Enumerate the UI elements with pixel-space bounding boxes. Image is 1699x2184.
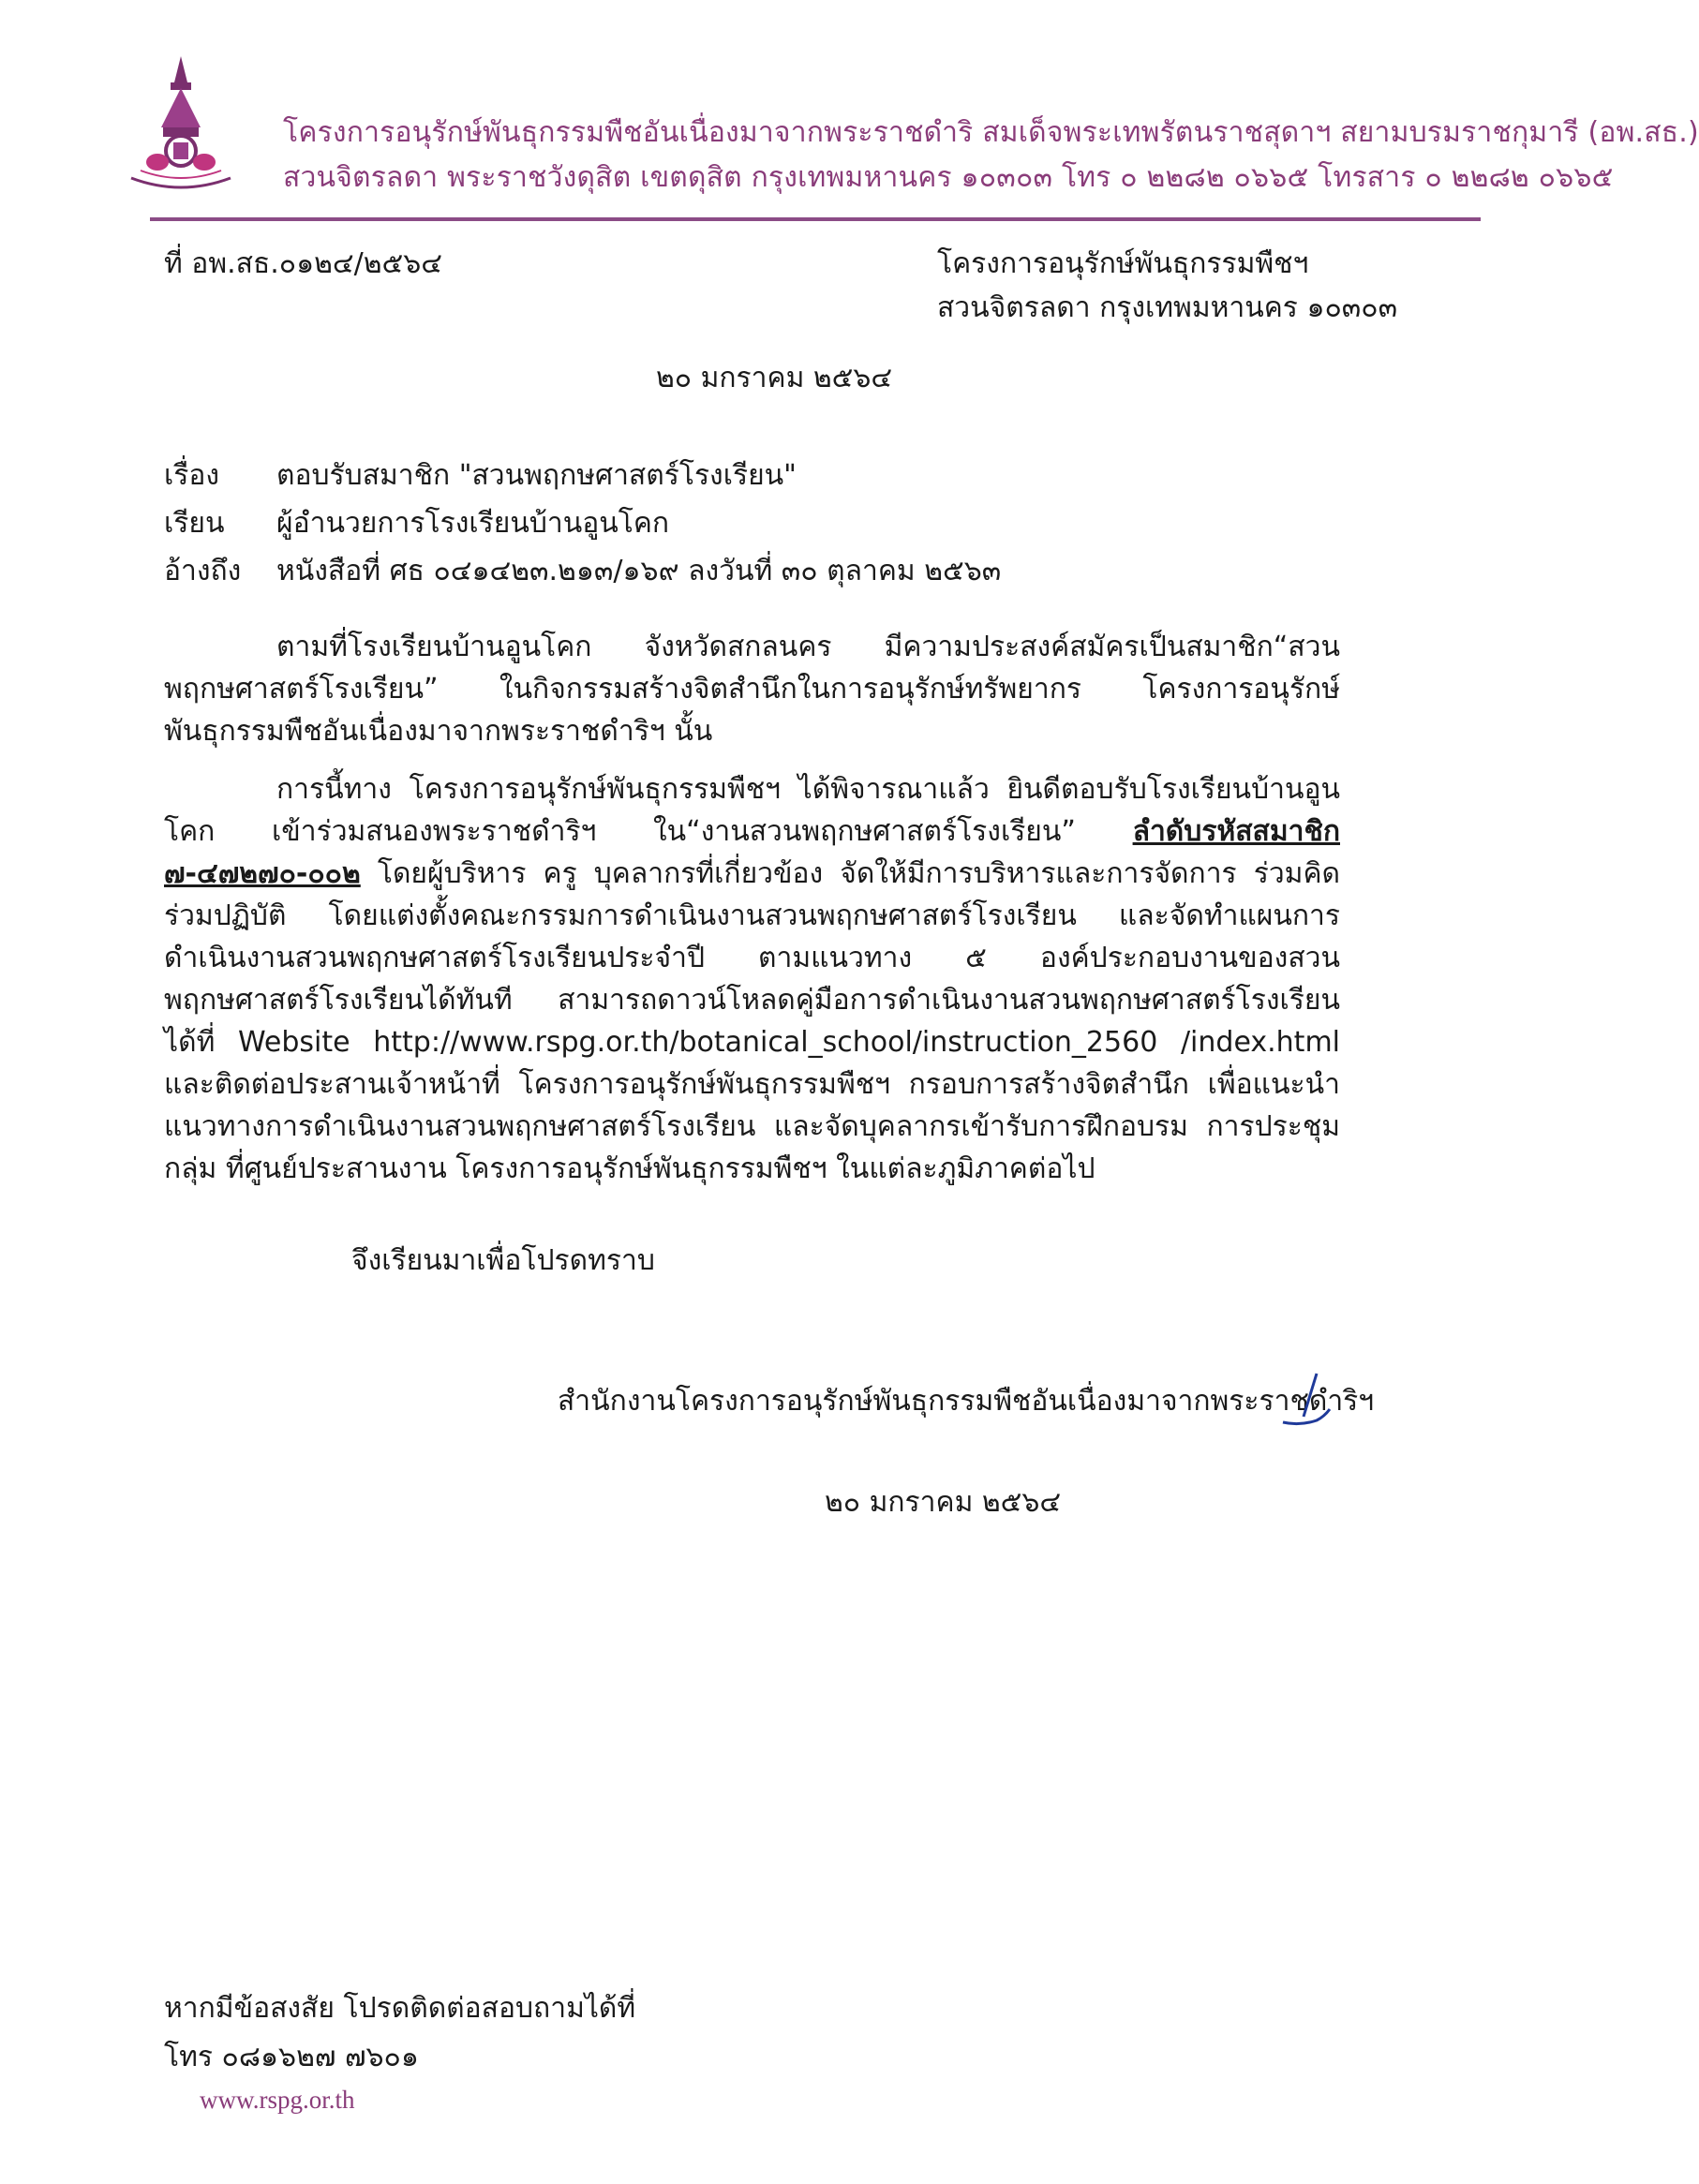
signer-office: สำนักงานโครงการอนุรักษ์พันธุกรรมพืชอันเนื่องมาจากพระราชดำริฯ bbox=[558, 1385, 1375, 1418]
body-paragraph-2 bbox=[164, 768, 1340, 1190]
reference-label: อ้างถึง bbox=[164, 555, 242, 587]
signature-mark bbox=[1279, 1370, 1335, 1439]
org-logo bbox=[120, 54, 242, 195]
to-text: ผู้อำนวยการโรงเรียนบ้านอูนโคก bbox=[276, 507, 670, 540]
contact-phone: โทร ๐๘๑๖๒๗ ๗๖๐๑ bbox=[164, 2041, 419, 2073]
member-code: ลำดับรหัสสมาชิก ๗-๔๗๒๗๐-๐๐๒ bbox=[164, 815, 1340, 890]
sender-org: โครงการอนุรักษ์พันธุกรรมพืชฯ bbox=[937, 247, 1309, 280]
signature-icon bbox=[1279, 1370, 1335, 1435]
reference-text: หนังสือที่ ศธ ๐๔๑๔๒๓.๒๑๓/๑๖๙ ลงวันที่ ๓๐ ตุลาคม ๒๕๖๓ bbox=[276, 555, 1002, 587]
header-divider bbox=[150, 217, 1481, 221]
header-address-line: สวนจิตรลดา พระราชวังดุสิต เขตดุสิต กรุงเทพมหานคร ๑๐๓๐๓ โทร ๐ ๒๒๘๒ ๐๖๖๕ โทรสาร ๐ ๒๒๘๒ ๐๖๖๕ bbox=[283, 161, 1614, 194]
to-label: เรียน bbox=[164, 507, 225, 540]
subject-label: เรื่อง bbox=[164, 459, 220, 492]
contact-note: หากมีข้อสงสัย โปรดติดต่อสอบถามได้ที่ bbox=[164, 1992, 636, 2025]
emblem-icon bbox=[120, 54, 242, 195]
sender-address: สวนจิตรลดา กรุงเทพมหานคร ๑๐๓๐๓ bbox=[937, 291, 1398, 324]
signature-date: ๒๐ มกราคม ๒๕๖๔ bbox=[825, 1486, 1062, 1519]
website-link[interactable]: www.rspg.or.th bbox=[200, 2086, 355, 2114]
body-paragraph-1: ตามที่โรงเรียนบ้านอูนโคก จังหวัดสกลนคร มีความประสงค์สมัครเป็นสมาชิก“สวนพฤกษศาสตร์โรงเรียน” ในกิจกรรมสร้างจิตสำนึกในการอนุรักษ์ทรัพยากร โครงการอนุรักษ์พันธุกรรมพืชอันเนื่องมาจากพระราชดำริฯ นั้น bbox=[164, 631, 1340, 748]
paragraph-2-intro: การนี้ทาง โครงการอนุรักษ์พันธุกรรมพืชฯ ได้พิจารณาแล้ว ยินดีตอบรับโรงเรียนบ้านอูนโคก เข้าร่วมสนองพระราชดำริฯ ใน“งานสวนพฤกษศาสตร์โรงเรียน” bbox=[164, 773, 1340, 848]
reference-number: ที่ อพ.สธ.๐๑๒๔/๒๕๖๔ bbox=[164, 247, 442, 280]
paragraph-2-body: โดยผู้บริหาร ครู บุคลากรที่เกี่ยวข้อง จัดให้มีการบริหารและการจัดการ ร่วมคิด ร่วมปฏิบัติ โดยแต่งตั้งคณะกรรมการดำเนินงานสวนพฤกษศาสตร์โรงเรียน และจัดทำแผนการดำเนินงานสวนพฤกษศาสตร์โรงเรียนประจำปี ตามแนวทาง ๕ องค์ประกอบงานของสวนพฤกษศาสตร์โรงเรียนได้ทันที สามารถดาวน์โหลดคู่มือการดำเนินงานสวนพฤกษศาสตร์โรงเรียนได้ที่ Website http://www.rspg.or.th/botanical_school/instruction_2560 /index.html และติดต่อประสานเจ้าหน้าที่ โครงการอนุรักษ์พันธุกรรมพืชฯ กรอบการสร้างจิตสำนึก เพื่อแนะนำแนวทางการดำเนินงานสวนพฤกษศาสตร์โรงเรียน และจัดบุคลากรเข้ารับการฝึกอบรม การประชุมกลุ่ม ที่ศูนย์ประสานงาน โครงการอนุรักษ์พันธุกรรมพืชฯ ในแต่ละภูมิภาคต่อไป bbox=[164, 857, 1340, 1185]
letter-date: ๒๐ มกราคม ๒๕๖๔ bbox=[656, 362, 893, 394]
header-org-line: โครงการอนุรักษ์พันธุกรรมพืชอันเนื่องมาจากพระราชดำริ สมเด็จพระเทพรัตนราชสุดาฯ สยามบรมราชกุมารี (อพ.สธ.) bbox=[283, 116, 1699, 149]
subject-text: ตอบรับสมาชิก "สวนพฤกษศาสตร์โรงเรียน" bbox=[276, 459, 797, 492]
closing-text: จึงเรียนมาเพื่อโปรดทราบ bbox=[351, 1244, 655, 1277]
